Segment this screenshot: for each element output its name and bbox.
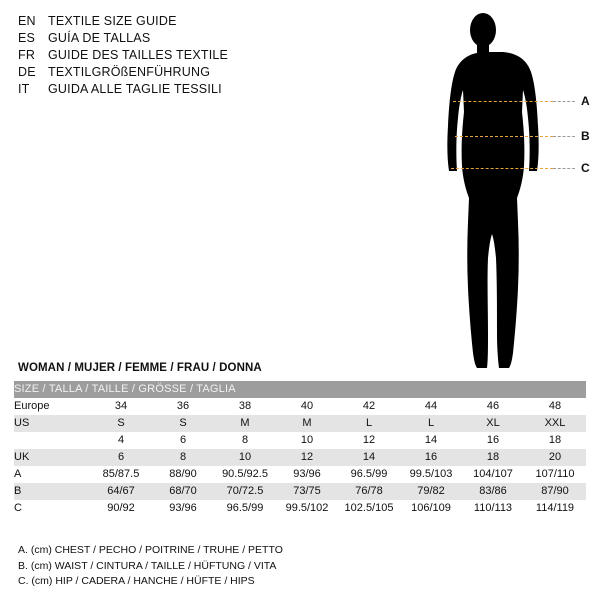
cell: 6 [90, 449, 152, 466]
measure-label-a: A [581, 94, 590, 108]
table-row [14, 398, 586, 415]
measure-line-b [455, 136, 553, 137]
cell: S [90, 415, 152, 432]
language-text-es: GUÍA DE TALLAS [48, 31, 151, 45]
cell: 83/86 [462, 483, 524, 500]
cell: 10 [276, 432, 338, 449]
row-label-us: US [14, 415, 90, 432]
language-code-it: IT [18, 82, 30, 96]
cell: 68/70 [152, 483, 214, 500]
cell: 4 [90, 432, 152, 449]
cell: 14 [338, 449, 400, 466]
section-title: WOMAN / MUJER / FEMME / FRAU / DONNA [18, 362, 262, 374]
cell: 64/67 [90, 483, 152, 500]
cell: 106/109 [400, 500, 462, 517]
cell: M [214, 415, 276, 432]
cell: L [338, 415, 400, 432]
cell: S [152, 415, 214, 432]
cell: 102.5/105 [338, 500, 400, 517]
cell: XL [462, 415, 524, 432]
cell: 20 [524, 449, 586, 466]
cell: 38 [214, 398, 276, 415]
row-label-c: C [14, 500, 90, 517]
size-table [14, 381, 586, 517]
table-row [14, 466, 586, 483]
row-label-b: B [14, 483, 90, 500]
row-label-us-numeric [14, 432, 90, 449]
cell: 6 [152, 432, 214, 449]
table-row [14, 415, 586, 432]
measure-line-a-extension [553, 101, 575, 102]
legend [18, 543, 283, 590]
size-table-wrapper [14, 381, 586, 517]
cell: 12 [338, 432, 400, 449]
language-code-en: EN [18, 14, 36, 28]
cell: 90.5/92.5 [214, 466, 276, 483]
cell: 104/107 [462, 466, 524, 483]
cell: 8 [152, 449, 214, 466]
row-label-a: A [14, 466, 90, 483]
cell: 88/90 [152, 466, 214, 483]
cell: 107/110 [524, 466, 586, 483]
woman-silhouette-icon [405, 8, 600, 373]
row-label-uk: UK [14, 449, 90, 466]
body-figure [405, 8, 600, 373]
cell: 85/87.5 [90, 466, 152, 483]
cell: 16 [462, 432, 524, 449]
language-row-en [18, 14, 348, 31]
cell: 90/92 [90, 500, 152, 517]
cell: 70/72.5 [214, 483, 276, 500]
cell: M [276, 415, 338, 432]
cell: 14 [400, 432, 462, 449]
cell: L [400, 415, 462, 432]
cell: 46 [462, 398, 524, 415]
measure-line-c-extension [553, 168, 575, 169]
measure-line-a [453, 101, 553, 102]
cell: 34 [90, 398, 152, 415]
cell: 110/113 [462, 500, 524, 517]
cell: 79/82 [400, 483, 462, 500]
cell: 10 [214, 449, 276, 466]
cell: 73/75 [276, 483, 338, 500]
cell: 76/78 [338, 483, 400, 500]
cell: 16 [400, 449, 462, 466]
cell: 93/96 [276, 466, 338, 483]
language-text-en: TEXTILE SIZE GUIDE [48, 14, 177, 28]
table-row [14, 449, 586, 466]
cell: 12 [276, 449, 338, 466]
cell: 99.5/103 [400, 466, 462, 483]
language-list [18, 14, 348, 99]
cell: 42 [338, 398, 400, 415]
language-code-fr: FR [18, 48, 36, 62]
cell: 40 [276, 398, 338, 415]
legend-item-c: C. (cm) HIP / CADERA / HANCHE / HÜFTE / HIPS [18, 575, 255, 587]
language-text-it: GUIDA ALLE TAGLIE TESSILI [48, 82, 222, 96]
language-row-de [18, 65, 348, 82]
cell: 18 [524, 432, 586, 449]
language-code-de: DE [18, 65, 36, 79]
cell: 93/96 [152, 500, 214, 517]
table-row [14, 432, 586, 449]
cell: XXL [524, 415, 586, 432]
row-label-europe: Europe [14, 398, 90, 415]
cell: 87/90 [524, 483, 586, 500]
cell: 96.5/99 [338, 466, 400, 483]
cell: 8 [214, 432, 276, 449]
language-text-de: TEXTILGRÖßENFÜHRUNG [48, 65, 211, 79]
table-row [14, 483, 586, 500]
cell: 18 [462, 449, 524, 466]
measure-line-c [451, 168, 553, 169]
table-header-row [14, 381, 586, 398]
cell: 48 [524, 398, 586, 415]
cell: 114/119 [524, 500, 586, 517]
language-text-fr: GUIDE DES TAILLES TEXTILE [48, 48, 229, 62]
legend-item-a: A. (cm) CHEST / PECHO / POITRINE / TRUHE / PETTO [18, 544, 283, 556]
measure-line-b-extension [553, 136, 575, 137]
table-row [14, 500, 586, 517]
language-row-es [18, 31, 348, 48]
measure-label-c: C [581, 161, 590, 175]
language-code-es: ES [18, 31, 36, 45]
table-header-cell: SIZE / TALLA / TAILLE / GRÖSSE / TAGLIA [14, 381, 586, 398]
cell: 99.5/102 [276, 500, 338, 517]
cell: 36 [152, 398, 214, 415]
cell: 44 [400, 398, 462, 415]
measure-label-b: B [581, 129, 590, 143]
language-row-it [18, 82, 348, 99]
language-row-fr [18, 48, 348, 65]
cell: 96.5/99 [214, 500, 276, 517]
legend-item-b: B. (cm) WAIST / CINTURA / TAILLE / HÜFTUNG / VITA [18, 559, 277, 572]
